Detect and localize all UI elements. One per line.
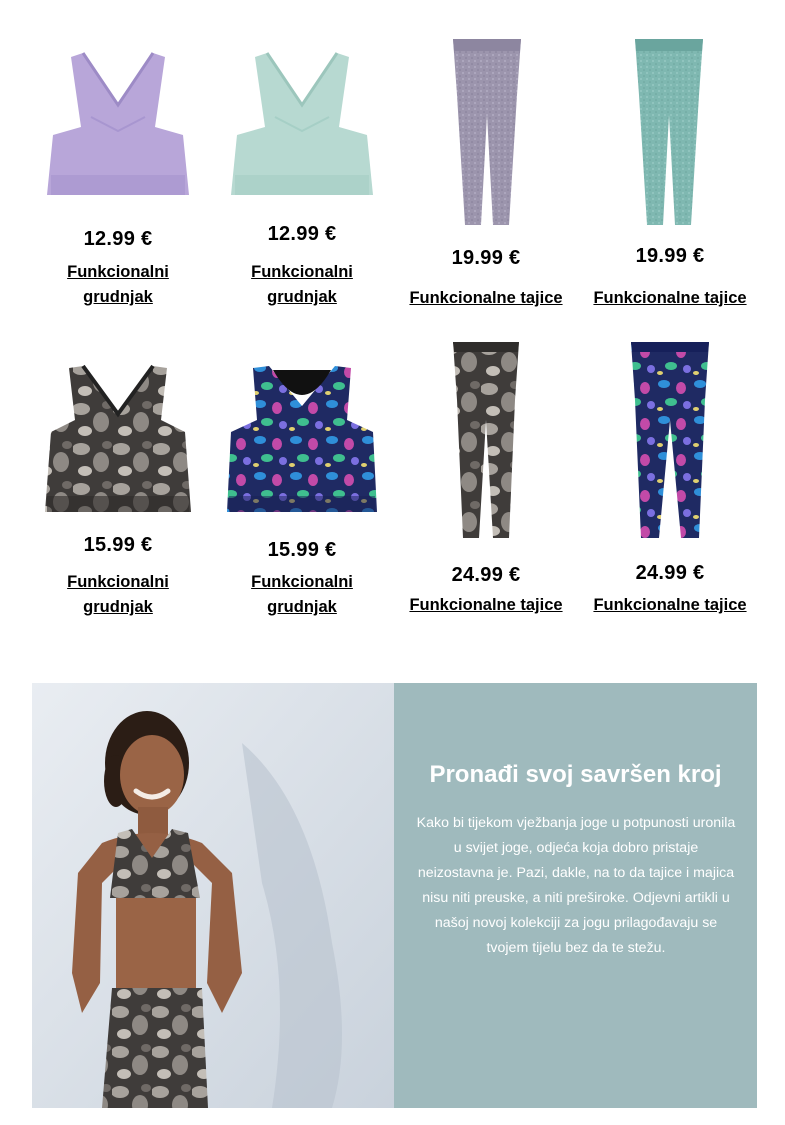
sports-bra-mint-image[interactable] — [217, 35, 387, 205]
product-price: 15.99 € — [267, 539, 337, 561]
product-name-link[interactable]: Funkcionalni grudnjak — [251, 263, 353, 306]
product-name-link[interactable]: Funkcionalni grudnjak — [251, 573, 353, 616]
woman-in-yoga-outfit-photo[interactable] — [32, 683, 394, 1108]
product-price: 24.99 € — [635, 562, 705, 584]
product-name-link[interactable]: Funkcionalne tajice — [409, 596, 563, 614]
banner-description: Kako bi tijekom vježbanja joge u potpunosti uronila u svijet joge, odjeća koja dobro pristaje neizostavna je. Pazi, dakle, na to da tajice i majica nisu niti preuske, a niti preširoke. Odjevni artikli u našoj novoj kolekciji za jogu prilagođavaju se tvojem tijelu bez da te stežu. — [416, 815, 736, 956]
sports-bra-lilac-image[interactable] — [33, 35, 203, 205]
product-name-link[interactable]: Funkcionalni grudnjak — [67, 263, 169, 306]
sports-bra-floral-navy-image[interactable] — [217, 360, 387, 520]
product-price: 19.99 € — [635, 245, 705, 267]
product-price: 15.99 € — [83, 534, 153, 556]
banner-title: Pronađi svoj savršen kroj — [429, 761, 722, 788]
leggings-camo-grey-image[interactable] — [401, 340, 571, 545]
product-price: 12.99 € — [267, 223, 337, 245]
product-name-link[interactable]: Funkcionalne tajice — [593, 596, 747, 614]
product-name-link[interactable]: Funkcionalne tajice — [593, 289, 747, 307]
banner-text-panel — [394, 683, 757, 1108]
leggings-grey-lilac-image[interactable] — [401, 35, 571, 235]
product-price: 24.99 € — [451, 564, 521, 586]
product-price: 12.99 € — [83, 228, 153, 250]
promo-banner[interactable] — [32, 683, 757, 1108]
product-name-link[interactable]: Funkcionalni grudnjak — [67, 573, 169, 616]
product-price: 19.99 € — [451, 247, 521, 269]
product-name-link[interactable]: Funkcionalne tajice — [409, 289, 563, 307]
sports-bra-camo-grey-image[interactable] — [33, 360, 203, 520]
leggings-floral-navy-image[interactable] — [585, 340, 755, 545]
leggings-teal-image[interactable] — [585, 35, 755, 235]
